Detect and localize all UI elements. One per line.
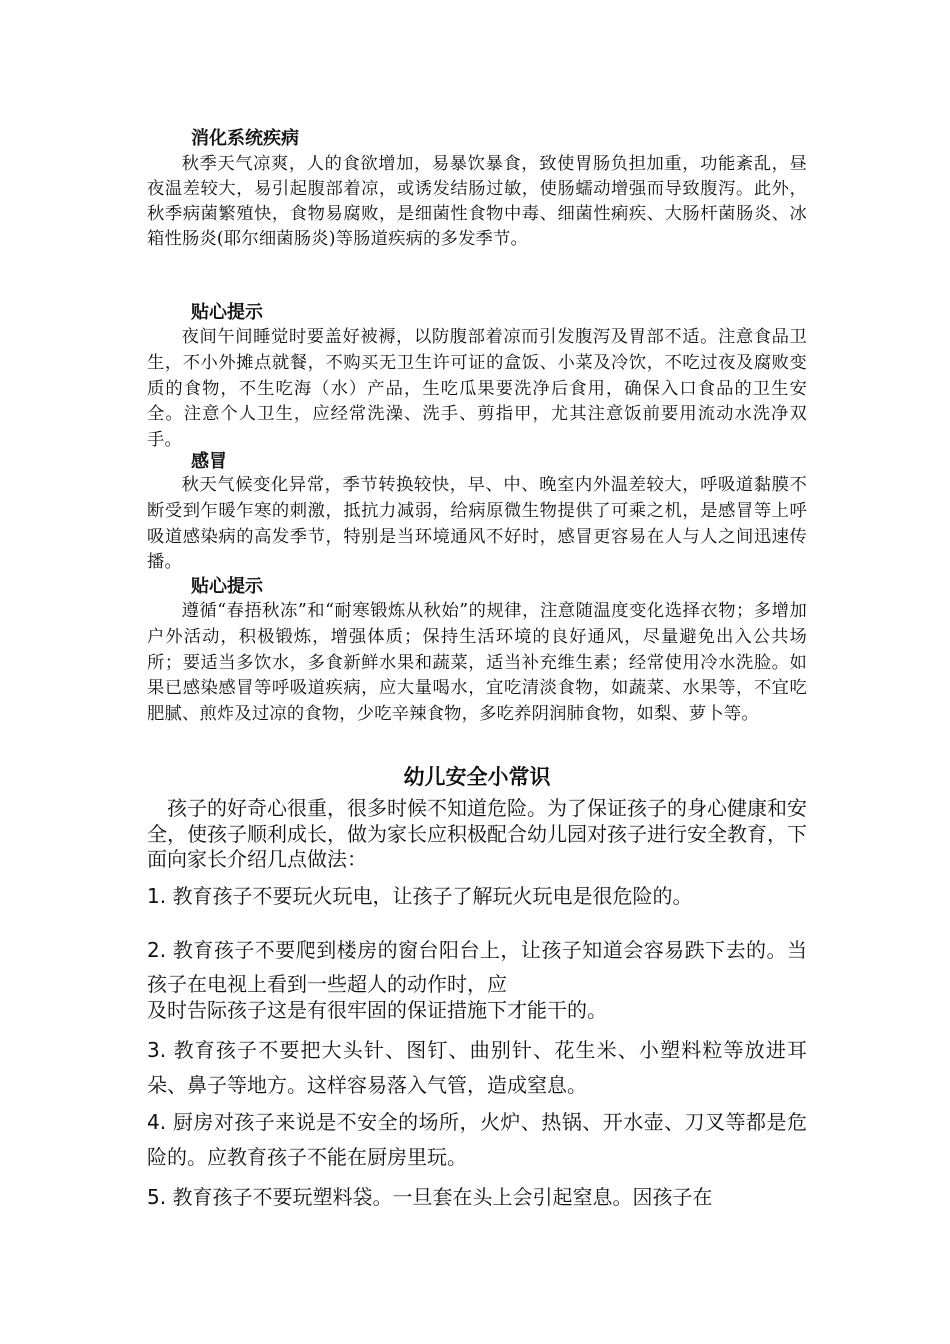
safety-intro: 孩子的好奇心很重，很多时候不知道危险。为了保证孩子的身心健康和安全，使孩子顺利成长，做为家长应积极配合幼儿园对孩子进行安全教育，下面向家长介绍几点做法： [147,796,807,871]
tip2-body: 遵循“春捂秋冻”和“耐寒锻炼从秋始”的规律，注意随温度变化选择衣物；多增加户外活动，积极锻炼，增强体质；保持生活环境的良好通风，尽量避免出入公共场所；要适当多饮水，多食新鲜水果和蔬菜，适当补充维生素；经常使用冷水洗脸。如果已感染感冒等呼吸道疾病，应大量喝水，宜吃清淡食物，如蔬菜、水果等，不宜吃肥腻、煎炸及过凉的食物，少吃辛辣食物，多吃养阴润肺食物，如梨、萝卜等。 [147,601,807,725]
tip2-heading: 贴心提示 [191,576,263,597]
safety-title: 幼儿安全小常识 [403,765,551,789]
digestive-heading: 消化系统疾病 [191,128,299,149]
cold-body: 秋天气候变化异常，季节转换较快，早、中、晚室内外温差较大，呼吸道黏膜不断受到乍暖乍寒的刺激，抵抗力减弱，给病原微生物提供了可乘之机，是感冒等上呼吸道感染病的高发季节，特别是当环境通风不好时，感冒更容易在人与人之间迅速传播。 [147,475,807,573]
safety-item-5: 5. 教育孩子不要玩塑料袋。一旦套在头上会引起窒息。因孩子在 [147,1185,713,1209]
safety-item-2: 2. 教育孩子不要爬到楼房的窗台阳台上，让孩子知道会容易跌下去的。当孩子在电视上看到一些超人的动作时，应 [147,938,807,996]
tip1-heading: 贴心提示 [191,302,263,323]
safety-item-2-cont: 及时告际孩子这是有很牢固的保证措施下才能干的。 [147,998,607,1022]
tip1-body: 夜间午间睡觉时要盖好被褥，以防腹部着凉而引发腹泻及胃部不适。注意食品卫生，不小外摊点就餐，不购买无卫生许可证的盒饭、小菜及冷饮，不吃过夜及腐败变质的食物，不生吃海（水）产品，生吃瓜果要洗净后食用，确保入口食品的卫生安全。注意个人卫生，应经常洗澡、洗手、剪指甲，尤其注意饭前要用流动水洗净双手。 [147,327,807,451]
cold-heading: 感冒 [191,451,227,472]
safety-item-4: 4. 厨房对孩子来说是不安全的场所，火炉、热锅、开水壶、刀叉等都是危险的。应教育孩子不能在厨房里玩。 [147,1110,807,1169]
digestive-body: 秋季天气凉爽，人的食欲增加，易暴饮暴食，致使胃肠负担加重，功能紊乱，昼夜温差较大，易引起腹部着凉，或诱发结肠过敏，使肠蠕动增强而导致腹泻。此外，秋季病菌繁殖快，食物易腐败，是细菌性食物中毒、细菌性痢疾、大肠杆菌肠炎、冰箱性肠炎(耶尔细菌肠炎)等肠道疾病的多发季节。 [147,154,807,249]
safety-item-3: 3. 教育孩子不要把大头针、图钉、曲别针、花生米、小塑料粒等放进耳朵、鼻子等地方。这样容易落入气管，造成窒息。 [147,1038,807,1097]
safety-item-1: 1. 教育孩子不要玩火玩电，让孩子了解玩火玩电是很危险的。 [147,884,693,908]
